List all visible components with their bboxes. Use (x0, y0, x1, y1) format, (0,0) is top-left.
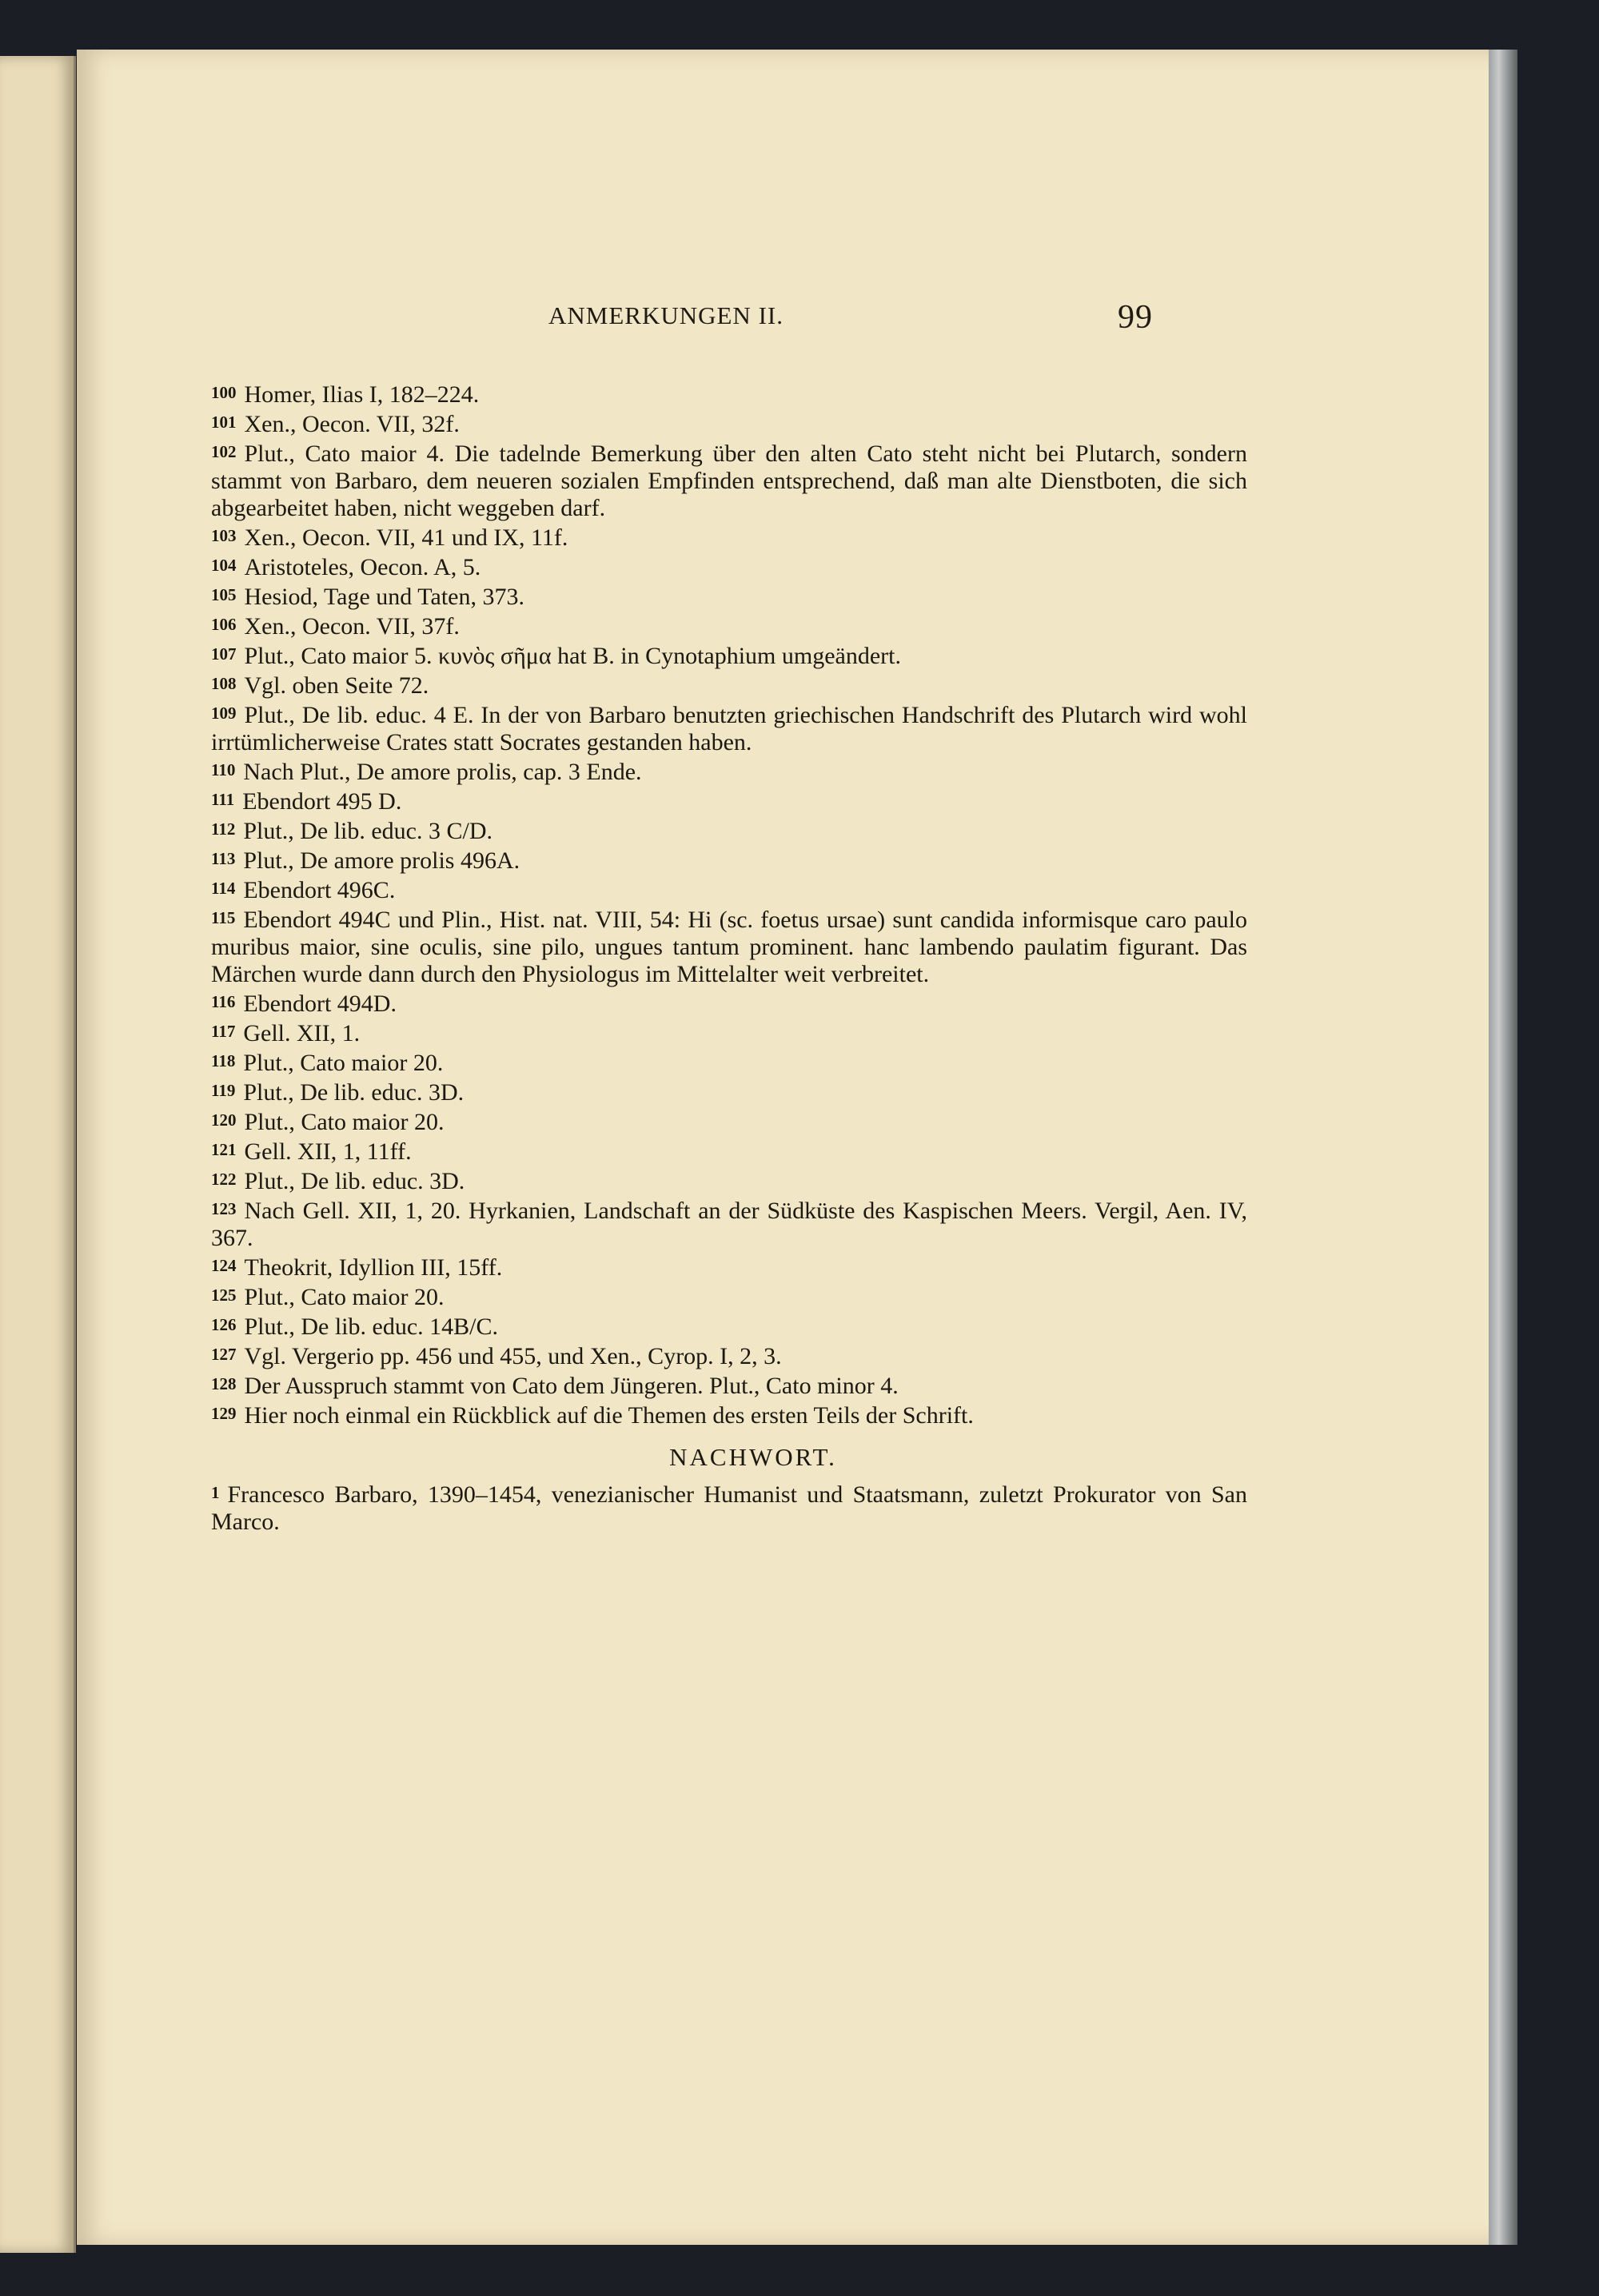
footnote-text: Hier noch einmal ein Rückblick auf die Themen des ersten Teils der Schrift. (244, 1402, 974, 1429)
footnote-number: 120 (211, 1110, 237, 1130)
footnote-text: Homer, Ilias I, 182–224. (244, 381, 480, 408)
footnote (211, 1047, 1247, 1077)
footnote-number: 110 (211, 760, 236, 779)
footnote-number: 113 (211, 849, 236, 868)
footnote-text: Xen., Oecon. VII, 32f. (244, 411, 460, 437)
book-page (77, 50, 1497, 2245)
footnote (211, 1136, 1247, 1166)
footnote (211, 1252, 1247, 1282)
nachwort-notes-list (211, 1479, 1247, 1536)
footnote-text: Nach Gell. XII, 1, 20. Hyrkanien, Landschaft an der Südküste des Kaspischen Meers. Vergil, Aen. IV, 367. (211, 1198, 1247, 1251)
page-stack-edge (1489, 50, 1517, 2245)
footnote-text: Plut., De lib. educ. 3D. (244, 1168, 465, 1194)
footnote-number: 105 (211, 585, 237, 604)
footnote-number: 122 (211, 1170, 237, 1189)
footnote-text: Vgl. oben Seite 72. (244, 672, 429, 699)
footnote (211, 1341, 1247, 1370)
footnote-number: 1 (211, 1483, 220, 1502)
footnote-number: 118 (211, 1051, 236, 1070)
footnote-text: Plut., De lib. educ. 3 C/D. (243, 818, 492, 844)
footnote (211, 1106, 1247, 1136)
footnote-number: 103 (211, 526, 237, 545)
footnote (211, 1400, 1247, 1429)
page-number: 99 (1118, 299, 1153, 336)
footnote-text: Plut., De lib. educ. 14B/C. (244, 1313, 498, 1340)
footnote (211, 1077, 1247, 1106)
footnote-number: 100 (211, 383, 237, 402)
footnote (211, 1018, 1247, 1047)
footnote-number: 121 (211, 1140, 237, 1159)
footnote-text: Gell. XII, 1. (243, 1020, 361, 1046)
footnote (211, 1370, 1247, 1400)
footnote (211, 1311, 1247, 1341)
footnote (211, 815, 1247, 845)
footnote-number: 117 (211, 1022, 236, 1041)
footnote-number: 129 (211, 1404, 237, 1423)
footnote-number: 111 (211, 790, 235, 809)
footnote (211, 409, 1247, 438)
footnote (211, 875, 1247, 904)
footnote-number: 107 (211, 644, 237, 664)
footnote (211, 845, 1247, 875)
footnote-number: 116 (211, 992, 236, 1011)
facing-page-edge (0, 56, 76, 2253)
footnote-number: 128 (211, 1374, 237, 1393)
footnote-text: Vgl. Vergerio pp. 456 und 455, und Xen., Cyrop. I, 2, 3. (244, 1343, 782, 1369)
footnote-text: Ebendort 495 D. (242, 788, 402, 815)
footnote (211, 904, 1247, 988)
footnote-text: Xen., Oecon. VII, 37f. (244, 613, 460, 640)
footnote (211, 1479, 1247, 1536)
footnote-text: Plut., De lib. educ. 3D. (243, 1079, 465, 1106)
footnote-text: Ebendort 496C. (243, 877, 396, 903)
footnote (211, 988, 1247, 1018)
footnote-number: 127 (211, 1345, 237, 1364)
footnote-text: Theokrit, Idyllion III, 15ff. (244, 1254, 503, 1281)
footnote-text: Plut., Cato maior 4. Die tadelnde Bemerkung über den alten Cato steht nicht bei Plutarch, sondern stammt von Barbaro, dem neueren sozialen Empfinden entsprechend, daß man alte Dienstboten, die sich abgearbeitet haben, nicht weggeben darf. (211, 440, 1247, 521)
footnote-number: 101 (211, 413, 237, 432)
running-head-title: ANMERKUNGEN II. (548, 301, 784, 329)
footnote-text: Xen., Oecon. VII, 41 und IX, 11f. (244, 524, 568, 551)
nachwort-heading: NACHWORT. (669, 1443, 837, 1471)
footnote (211, 438, 1247, 522)
footnote-number: 125 (211, 1286, 237, 1305)
footnote (211, 379, 1247, 409)
footnote-text: Gell. XII, 1, 11ff. (244, 1138, 412, 1165)
footnote (211, 640, 1247, 670)
footnote-text: Plut., De amore prolis 496A. (243, 847, 520, 874)
footnote (211, 786, 1247, 815)
footnote-text: Ebendort 494D. (243, 991, 397, 1017)
footnote-number: 108 (211, 674, 237, 693)
footnote-text: Der Ausspruch stammt von Cato dem Jüngeren. Plut., Cato minor 4. (244, 1373, 899, 1399)
footnote-number: 126 (211, 1315, 237, 1334)
footnote-number: 106 (211, 615, 237, 634)
footnote-number: 123 (211, 1199, 237, 1218)
footnote (211, 522, 1247, 552)
footnote-text: Plut., Cato maior 5. κυνὸς σῆμα hat B. in Cynotaphium umgeändert. (244, 643, 901, 669)
footnote (211, 611, 1247, 640)
footnote (211, 581, 1247, 611)
footnote-number: 124 (211, 1256, 237, 1275)
footnote (211, 670, 1247, 700)
footnote (211, 1166, 1247, 1195)
footnote-number: 102 (211, 442, 237, 461)
footnote-number: 119 (211, 1081, 236, 1100)
notes-list (211, 379, 1247, 1429)
footnote-text: Francesco Barbaro, 1390–1454, venezianischer Humanist und Staatsmann, zuletzt Prokurator von San Marco. (211, 1481, 1247, 1535)
footnote (211, 552, 1247, 581)
footnote-text: Plut., De lib. educ. 4 E. In der von Barbaro benutzten griechischen Handschrift des Plutarch wird wohl irrtümlicherweise Crates statt Socrates gestanden haben. (211, 702, 1247, 755)
footnote-number: 109 (211, 704, 237, 723)
footnote (211, 700, 1247, 756)
footnote-text: Ebendort 494C und Plin., Hist. nat. VIII, 54: Hi (sc. foetus ursae) sunt candida informisque caro paulo muribus maior, sine oculis, sine pilo, ungues tantum prominent. hanc lambendo paulatim figurant. Das Märchen wurde dann durch den Physiologus im Mittelalter weit verbreitet. (211, 907, 1247, 987)
footnote (211, 756, 1247, 786)
footnote-number: 115 (211, 908, 236, 927)
footnote-text: Plut., Cato maior 20. (244, 1284, 445, 1310)
footnote (211, 1195, 1247, 1252)
footnote-number: 114 (211, 879, 236, 898)
footnote-number: 104 (211, 556, 237, 575)
footnote-text: Nach Plut., De amore prolis, cap. 3 Ende. (243, 759, 642, 785)
footnote-text: Plut., Cato maior 20. (243, 1050, 444, 1076)
footnote-text: Plut., Cato maior 20. (244, 1109, 445, 1135)
footnote-number: 112 (211, 819, 236, 839)
footnote-text: Aristoteles, Oecon. A, 5. (244, 554, 481, 580)
notes-content (211, 379, 1247, 1536)
footnote-text: Hesiod, Tage und Taten, 373. (244, 584, 524, 610)
footnote (211, 1282, 1247, 1311)
